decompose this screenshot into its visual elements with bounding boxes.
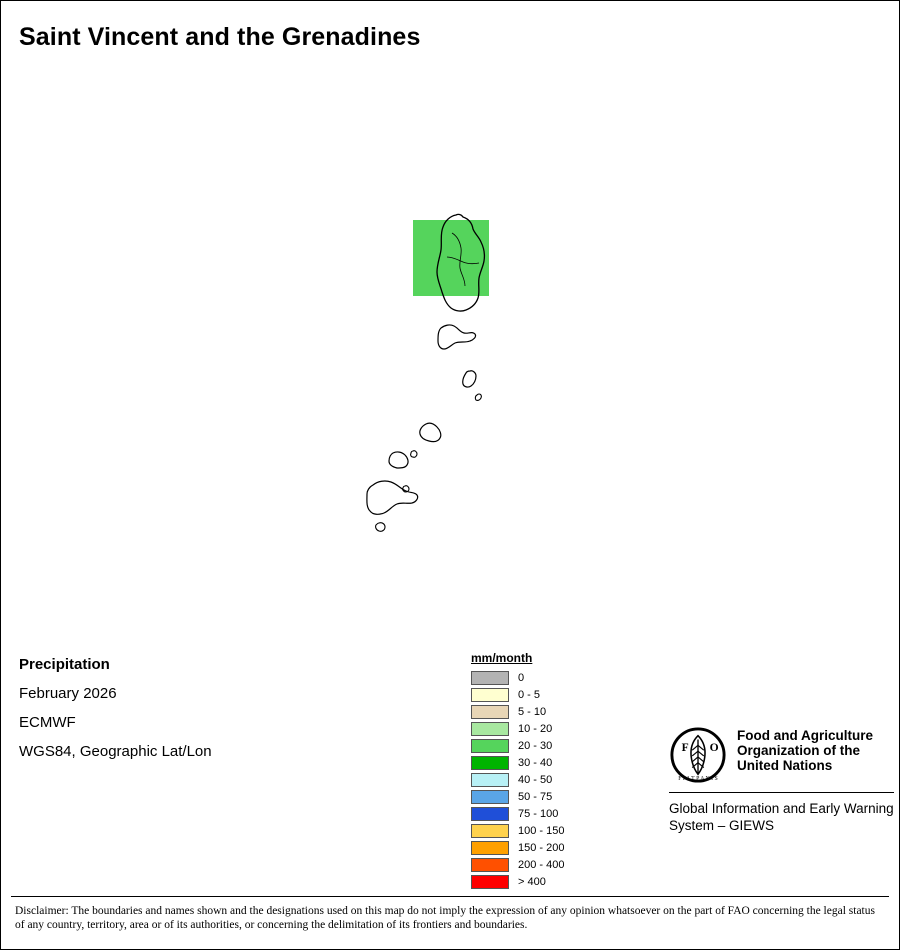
legend-swatch	[471, 807, 509, 821]
legend-item	[471, 737, 651, 754]
svg-text:O: O	[709, 741, 719, 755]
legend-label: 150 - 200	[518, 841, 565, 854]
legend-item	[471, 856, 651, 873]
fao-branding	[669, 726, 894, 834]
legend	[471, 651, 651, 890]
island-petit-mustique	[475, 394, 481, 400]
fao-divider	[669, 792, 894, 793]
info-period: February 2026	[19, 685, 117, 702]
island-bequia	[438, 325, 476, 349]
legend-swatch	[471, 841, 509, 855]
legend-label: > 400	[518, 875, 546, 888]
legend-swatch	[471, 858, 509, 872]
fao-system-name: Global Information and Early Warning System – GIEWS	[669, 801, 894, 833]
legend-swatch	[471, 705, 509, 719]
island-canouan	[420, 423, 441, 441]
info-source: ECMWF	[19, 714, 76, 731]
raster-cell-saint-vincent	[413, 220, 489, 296]
legend-label: 20 - 30	[518, 739, 553, 752]
legend-label: 75 - 100	[518, 807, 559, 820]
map-canvas	[1, 61, 899, 621]
legend-label: 40 - 50	[518, 773, 553, 786]
legend-item	[471, 822, 651, 839]
legend-swatch	[471, 790, 509, 804]
info-variable: Precipitation	[19, 656, 110, 673]
legend-item	[471, 839, 651, 856]
disclaimer-divider	[11, 896, 889, 897]
legend-label: 10 - 20	[518, 722, 553, 735]
island-petit-saint-vincent	[376, 523, 385, 532]
legend-swatch	[471, 671, 509, 685]
legend-label: 30 - 40	[518, 756, 553, 769]
legend-swatch	[471, 722, 509, 736]
legend-swatch	[471, 756, 509, 770]
legend-title: mm/month	[471, 651, 533, 665]
legend-swatch	[471, 739, 509, 753]
legend-label: 0 - 5	[518, 688, 541, 701]
legend-label: 200 - 400	[518, 858, 565, 871]
island-tobago-cays	[411, 451, 417, 458]
svg-text:F: F	[681, 741, 689, 755]
legend-item	[471, 788, 651, 805]
island-mayreau	[389, 452, 408, 468]
page-title: Saint Vincent and the Grenadines	[19, 23, 421, 51]
legend-item	[471, 771, 651, 788]
map-info-block	[19, 656, 319, 772]
legend-item	[471, 805, 651, 822]
map-graphic	[1, 61, 899, 621]
info-projection: WGS84, Geographic Lat/Lon	[19, 743, 212, 760]
legend-label: 50 - 75	[518, 790, 553, 803]
legend-label: 5 - 10	[518, 705, 547, 718]
legend-item	[471, 873, 651, 890]
legend-swatch	[471, 875, 509, 889]
legend-item	[471, 686, 651, 703]
legend-swatch	[471, 773, 509, 787]
legend-label: 100 - 150	[518, 824, 565, 837]
island-mustique	[463, 371, 476, 387]
svg-text:F I A T P A N I S: F I A T P A N I S	[678, 776, 718, 783]
fao-organization-name: Food and Agriculture Organization of the United Nations	[737, 728, 873, 773]
legend-item	[471, 669, 651, 686]
legend-swatch	[471, 824, 509, 838]
island-union	[367, 481, 418, 514]
legend-swatch	[471, 688, 509, 702]
legend-label: 0	[518, 671, 525, 684]
disclaimer-text: Disclaimer: The boundaries and names shown and the designations used on this map do not imply the expression of any opinion whatsoever on the part of FAO concerning the legal status of any country, territory, area or of its authorities, or concerning the delimitation of its frontiers and boundaries.	[15, 905, 875, 931]
fao-logo-icon	[669, 726, 727, 784]
legend-item	[471, 754, 651, 771]
legend-item	[471, 703, 651, 720]
legend-item	[471, 720, 651, 737]
